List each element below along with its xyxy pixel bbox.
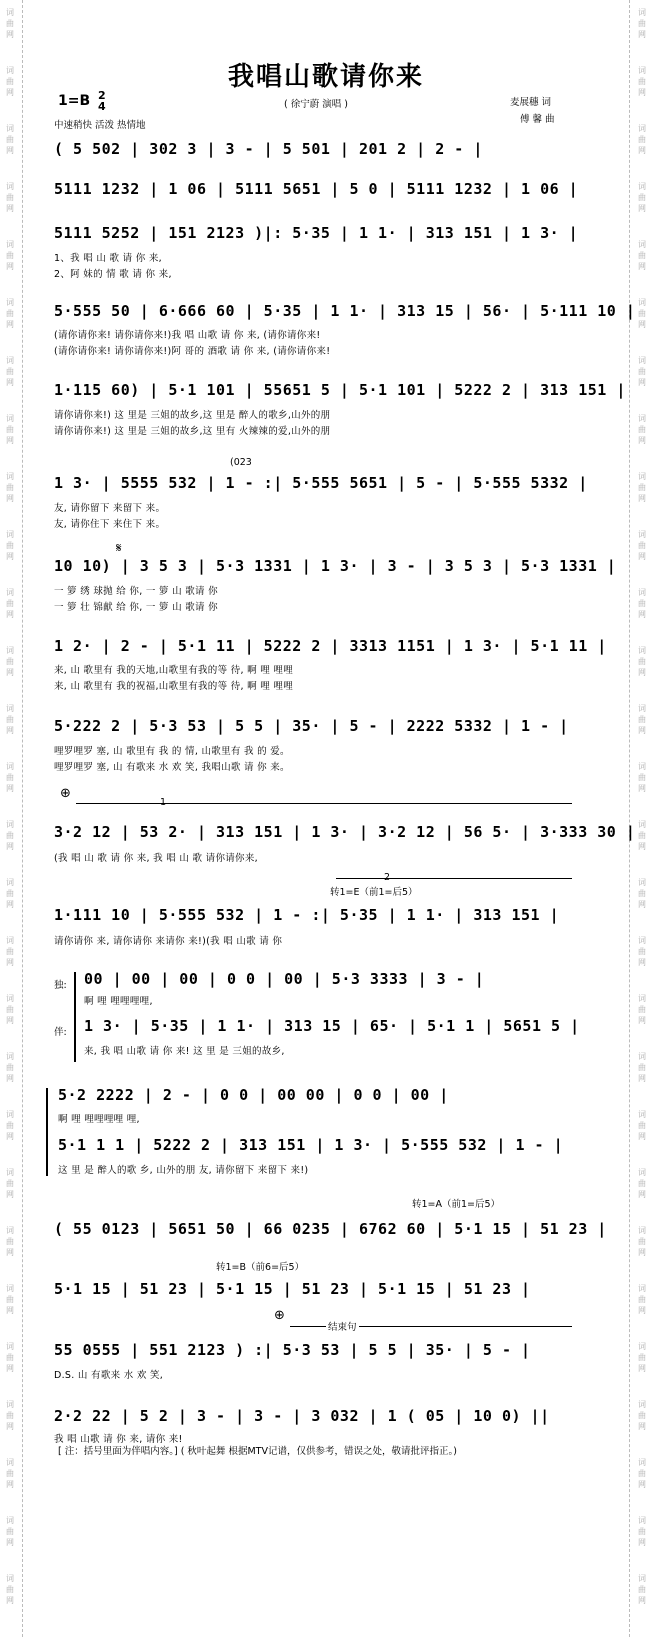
notation-row: 5·222 2 | 5·3 53 | 5 5 | 35· | 5 - | 2222 5332 | 1 - |	[54, 717, 569, 735]
notation-row: 5·2 2222 | 2 - | 0 0 | 00 00 | 0 0 | 00 |	[58, 1086, 449, 1104]
watermark-glyph: 词	[638, 1342, 646, 1351]
composer-credit: 傅 馨 曲	[520, 114, 555, 125]
watermark-glyph: 网	[6, 1016, 14, 1025]
watermark-glyph: 词	[6, 66, 14, 75]
watermark-glyph: 词	[6, 298, 14, 307]
lyric-row: (我 唱 山 歌 请 你 来, 我 唱 山 歌 请你请你来,	[54, 853, 258, 864]
lyric-row: 一 箩 绣 球抛 给 你, 一 箩 山 歌请 你	[54, 586, 218, 597]
watermark-glyph: 曲	[6, 19, 14, 28]
lyric-row: 友, 请你留下 来留下 来。	[54, 503, 166, 514]
watermark-glyph: 曲	[638, 657, 646, 666]
watermark-glyph: 词	[638, 66, 646, 75]
watermark-glyph: 词	[6, 472, 14, 481]
watermark-glyph: 网	[638, 378, 646, 387]
watermark-glyph: 曲	[638, 1295, 646, 1304]
watermark-glyph: 网	[6, 320, 14, 329]
watermark-glyph: 曲	[638, 1469, 646, 1478]
coda-mark: ⊕	[60, 786, 71, 801]
time-bottom: 4	[98, 100, 106, 113]
song-title: 我唱山歌请你来	[227, 62, 424, 92]
watermark-glyph: 曲	[638, 251, 646, 260]
watermark-glyph: 网	[6, 88, 14, 97]
watermark-glyph: 网	[638, 1538, 646, 1547]
watermark-glyph: 曲	[638, 1527, 646, 1536]
watermark-glyph: 曲	[638, 1353, 646, 1362]
watermark-glyph: 网	[638, 784, 646, 793]
watermark-glyph: 词	[638, 646, 646, 655]
watermark-glyph: 网	[6, 1364, 14, 1373]
watermark-glyph: 词	[6, 820, 14, 829]
notation-row: 00 | 00 | 00 | 0 0 | 00 | 5·3 3333 | 3 - |	[84, 970, 485, 988]
watermark-glyph: 曲	[6, 947, 14, 956]
watermark-glyph: 网	[638, 1306, 646, 1315]
watermark-glyph: 词	[6, 878, 14, 887]
watermark-glyph: 网	[638, 320, 646, 329]
watermark-glyph: 词	[6, 1400, 14, 1409]
watermark-glyph: 词	[6, 1052, 14, 1061]
lyric-row: 友, 请你住下 来住下 来。	[54, 519, 166, 530]
watermark-glyph: 词	[6, 124, 14, 133]
watermark-glyph: 曲	[638, 425, 646, 434]
notation-row: 3·2 12 | 53 2· | 313 151 | 1 3· | 3·2 12 | 56 5· | 3·333 30 |	[54, 823, 636, 841]
watermark-glyph: 网	[6, 668, 14, 677]
watermark-glyph: 词	[638, 1110, 646, 1119]
watermark-glyph: 曲	[6, 309, 14, 318]
watermark-glyph: 网	[6, 784, 14, 793]
watermark-glyph: 曲	[6, 483, 14, 492]
watermark-glyph: 网	[638, 668, 646, 677]
watermark-glyph: 词	[638, 530, 646, 539]
lyric-row: 一 箩 壮 锦献 给 你, 一 箩 山 歌请 你	[54, 602, 218, 613]
watermark-glyph: 曲	[638, 135, 646, 144]
volta-2-number: 2	[384, 872, 391, 883]
watermark-glyph: 词	[638, 762, 646, 771]
watermark-glyph: 网	[638, 204, 646, 213]
watermark-glyph: 网	[638, 900, 646, 909]
notation-row: 1 2· | 2 - | 5·1 11 | 5222 2 | 3313 1151 | 1 3· | 5·1 11 |	[54, 637, 607, 655]
watermark-glyph: 网	[6, 146, 14, 155]
watermark-glyph: 曲	[6, 1469, 14, 1478]
watermark-glyph: 曲	[6, 1179, 14, 1188]
watermark-glyph: 网	[6, 1190, 14, 1199]
watermark-glyph: 词	[6, 1574, 14, 1583]
notation-row: 5111 5252 | 151 2123 )|: 5·35 | 1 1· | 313 151 | 1 3· |	[54, 224, 579, 242]
tempo-marking: 中速稍快 活泼 热情地	[54, 120, 146, 131]
notation-row: 5111 1232 | 1 06 | 5111 5651 | 5 0 | 5111 1232 | 1 06 |	[54, 180, 579, 198]
watermark-glyph: 词	[638, 356, 646, 365]
key-change-b: 转1=B（前6=后5）	[216, 1262, 305, 1273]
watermark-glyph: 曲	[6, 367, 14, 376]
notation-row: 55 0555 | 551 2123 ) :| 5·3 53 | 5 5 | 35· | 5 - |	[54, 1341, 531, 1359]
watermark-glyph: 网	[6, 1596, 14, 1605]
watermark-glyph: 词	[638, 298, 646, 307]
system-brace-2	[46, 1088, 48, 1176]
watermark-glyph: 网	[6, 1074, 14, 1083]
watermark-glyph: 词	[638, 1516, 646, 1525]
watermark-glyph: 词	[6, 1226, 14, 1235]
lyric-row: D.S. 山 有歌来 水 欢 笑,	[54, 1370, 164, 1381]
watermark-glyph: 曲	[638, 1179, 646, 1188]
watermark-glyph: 词	[6, 1168, 14, 1177]
watermark-glyph: 网	[6, 30, 14, 39]
watermark-glyph: 曲	[6, 831, 14, 840]
watermark-glyph: 词	[638, 124, 646, 133]
watermark-glyph: 网	[6, 1422, 14, 1431]
system-brace-1	[74, 972, 76, 1062]
ending-label: 结束句	[326, 1319, 359, 1333]
watermark-glyph: 网	[638, 958, 646, 967]
watermark-glyph: 曲	[6, 1237, 14, 1246]
segno-mark: 𝄋	[116, 541, 122, 556]
lyric-row: 啊 哩 哩哩哩哩,	[84, 996, 153, 1007]
watermark-glyph: 网	[638, 1190, 646, 1199]
watermark-glyph: 曲	[638, 77, 646, 86]
watermark-glyph: 网	[638, 726, 646, 735]
watermark-glyph: 曲	[6, 251, 14, 260]
notation-row: 1·111 10 | 5·555 532 | 1 - :| 5·35 | 1 1· | 313 151 |	[54, 906, 560, 924]
watermark-glyph: 曲	[6, 541, 14, 550]
lyric-row: 哩罗哩罗 塞, 山 歌里有 我 的 情, 山歌里有 我 的 爱。	[54, 746, 290, 757]
watermark-glyph: 词	[638, 820, 646, 829]
watermark-glyph: 网	[6, 494, 14, 503]
watermark-glyph: 网	[638, 1248, 646, 1257]
solo-label: 独:	[54, 980, 67, 991]
watermark-glyph: 词	[638, 1458, 646, 1467]
watermark-glyph: 网	[6, 262, 14, 271]
watermark-glyph: 曲	[638, 193, 646, 202]
watermark-glyph: 网	[6, 552, 14, 561]
watermark-glyph: 曲	[638, 541, 646, 550]
key-change-a: 转1=A（前1=后5）	[412, 1199, 501, 1210]
footer-note: [ 注：括号里面为伴唱内容。] ( 秋叶起舞 根据MTV记谱，仅供参考，错误之处，敬请批评指正。)	[58, 1446, 457, 1457]
watermark-glyph: 曲	[6, 1005, 14, 1014]
watermark-glyph: 网	[638, 436, 646, 445]
lyric-row: 啊 哩 哩哩哩哩 哩,	[58, 1114, 140, 1125]
watermark-glyph: 曲	[638, 831, 646, 840]
watermark-glyph: 词	[638, 994, 646, 1003]
watermark-glyph: 曲	[6, 715, 14, 724]
lyric-row: 2、阿 妹的 情 歌 请 你 来,	[54, 269, 172, 280]
volta-2-line	[336, 878, 572, 879]
watermark-glyph: 曲	[638, 19, 646, 28]
left-watermark-strip	[0, 0, 23, 1637]
watermark-glyph: 曲	[638, 1063, 646, 1072]
watermark-glyph: 曲	[6, 425, 14, 434]
accompaniment-label: 伴:	[54, 1027, 67, 1038]
watermark-glyph: 曲	[6, 773, 14, 782]
notation-row: 10 10) | 3 5 3 | 5·3 1331 | 1 3· | 3 - | 3 5 3 | 5·3 1331 |	[54, 557, 617, 575]
watermark-glyph: 词	[6, 240, 14, 249]
watermark-glyph: 网	[6, 1480, 14, 1489]
watermark-glyph: 曲	[6, 1527, 14, 1536]
watermark-glyph: 网	[6, 436, 14, 445]
watermark-glyph: 词	[6, 1458, 14, 1467]
watermark-glyph: 网	[6, 958, 14, 967]
key-change-e: 转1=E（前1=后5）	[330, 887, 418, 898]
watermark-glyph: 曲	[638, 889, 646, 898]
watermark-glyph: 曲	[638, 715, 646, 724]
watermark-glyph: 词	[638, 1400, 646, 1409]
watermark-glyph: 曲	[638, 1585, 646, 1594]
lyricist-credit: 麦展穗 词	[510, 97, 552, 108]
singer-credit: ( 徐宁蔚 演唱 )	[284, 99, 348, 110]
watermark-glyph: 网	[638, 146, 646, 155]
watermark-glyph: 词	[638, 1574, 646, 1583]
notation-row: 5·555 50 | 6·666 60 | 5·35 | 1 1· | 313 15 | 56· | 5·111 10 |	[54, 302, 636, 320]
watermark-glyph: 词	[638, 1168, 646, 1177]
watermark-glyph: 曲	[6, 1585, 14, 1594]
watermark-glyph: 曲	[638, 599, 646, 608]
watermark-glyph: 网	[6, 1538, 14, 1547]
watermark-glyph: 词	[6, 1516, 14, 1525]
watermark-glyph: 词	[6, 1284, 14, 1293]
watermark-glyph: 网	[6, 726, 14, 735]
lyric-row: 来, 我 唱 山歌 请 你 来! 这 里 是 三姐的故乡,	[84, 1046, 285, 1057]
watermark-glyph: 词	[6, 414, 14, 423]
watermark-glyph: 词	[6, 1110, 14, 1119]
watermark-glyph: 词	[6, 588, 14, 597]
watermark-glyph: 曲	[6, 657, 14, 666]
watermark-glyph: 词	[638, 182, 646, 191]
interlude-bracket: (023	[230, 457, 252, 468]
watermark-glyph: 网	[6, 1132, 14, 1141]
right-watermark-strip	[629, 0, 652, 1637]
watermark-glyph: 词	[638, 936, 646, 945]
watermark-glyph: 词	[638, 704, 646, 713]
watermark-glyph: 词	[6, 762, 14, 771]
notation-row: ( 5 502 | 302 3 | 3 - | 5 501 | 201 2 | 2 - |	[54, 140, 483, 158]
watermark-glyph: 网	[6, 610, 14, 619]
watermark-glyph: 曲	[6, 1295, 14, 1304]
watermark-glyph: 曲	[6, 1121, 14, 1130]
watermark-glyph: 词	[6, 1342, 14, 1351]
watermark-glyph: 词	[638, 1226, 646, 1235]
watermark-glyph: 词	[638, 240, 646, 249]
watermark-glyph: 曲	[6, 1353, 14, 1362]
watermark-glyph: 词	[638, 1052, 646, 1061]
notation-row: 1 3· | 5555 532 | 1 - :| 5·555 5651 | 5 - | 5·555 5332 |	[54, 474, 588, 492]
lyric-row: 1、我 唱 山 歌 请 你 来,	[54, 253, 162, 264]
watermark-glyph: 曲	[638, 483, 646, 492]
watermark-glyph: 词	[6, 8, 14, 17]
watermark-glyph: 词	[638, 8, 646, 17]
watermark-glyph: 词	[638, 414, 646, 423]
watermark-glyph: 网	[638, 610, 646, 619]
notation-row: 1·115 60) | 5·1 101 | 55651 5 | 5·1 101 | 5222 2 | 313 151 |	[54, 381, 626, 399]
watermark-glyph: 网	[638, 1074, 646, 1083]
watermark-glyph: 曲	[638, 773, 646, 782]
volta-1-line	[76, 803, 572, 804]
watermark-glyph: 词	[6, 646, 14, 655]
watermark-glyph: 网	[638, 30, 646, 39]
watermark-glyph: 网	[6, 378, 14, 387]
watermark-glyph: 曲	[638, 947, 646, 956]
lyric-row: 来, 山 歌里有 我的祝福,山歌里有我的等 待, 啊 哩 哩哩	[54, 681, 293, 692]
watermark-glyph: 词	[638, 472, 646, 481]
watermark-glyph: 曲	[6, 1063, 14, 1072]
watermark-glyph: 词	[638, 1284, 646, 1293]
lyric-row: 请你请你来!) 这 里是 三姐的故乡,这 里有 火辣辣的爱,山外的朋	[54, 426, 331, 437]
watermark-glyph: 网	[638, 1480, 646, 1489]
watermark-glyph: 网	[6, 1306, 14, 1315]
watermark-glyph: 曲	[6, 193, 14, 202]
watermark-glyph: 词	[6, 936, 14, 945]
watermark-glyph: 网	[638, 88, 646, 97]
watermark-glyph: 曲	[638, 1411, 646, 1420]
watermark-glyph: 词	[6, 704, 14, 713]
notation-row: 1 3· | 5·35 | 1 1· | 313 15 | 65· | 5·1 1 | 5651 5 |	[84, 1017, 580, 1035]
watermark-glyph: 网	[6, 842, 14, 851]
volta-1-number: 1	[160, 797, 167, 808]
watermark-glyph: 曲	[638, 367, 646, 376]
watermark-glyph: 网	[638, 1364, 646, 1373]
watermark-glyph: 网	[6, 1248, 14, 1257]
lyric-row: (请你请你来! 请你请你来!)我 唱 山歌 请 你 来, (请你请你来!	[54, 330, 321, 341]
watermark-glyph: 曲	[6, 889, 14, 898]
watermark-glyph: 词	[6, 356, 14, 365]
watermark-glyph: 网	[638, 552, 646, 561]
notation-row: 5·1 15 | 51 23 | 5·1 15 | 51 23 | 5·1 15 | 51 23 |	[54, 1280, 531, 1298]
lyric-row: 这 里 是 醉人的歌 乡, 山外的朋 友, 请你留下 来留下 来!)	[58, 1165, 309, 1176]
notation-row: ( 55 0123 | 5651 50 | 66 0235 | 6762 60 | 5·1 15 | 51 23 |	[54, 1220, 607, 1238]
watermark-glyph: 曲	[6, 599, 14, 608]
watermark-glyph: 网	[638, 1132, 646, 1141]
watermark-glyph: 曲	[6, 77, 14, 86]
time-signature	[98, 90, 106, 112]
watermark-glyph: 曲	[638, 1121, 646, 1130]
watermark-glyph: 网	[638, 842, 646, 851]
watermark-glyph: 曲	[6, 135, 14, 144]
watermark-glyph: 网	[638, 1596, 646, 1605]
lyric-row: 我 唱 山歌 请 你 来, 请你 来!	[54, 1434, 183, 1445]
key-signature	[58, 90, 106, 112]
key-prefix: 1=B	[58, 93, 91, 109]
watermark-glyph: 词	[638, 878, 646, 887]
watermark-glyph: 曲	[638, 309, 646, 318]
watermark-glyph: 网	[6, 900, 14, 909]
notation-row: 2·2 22 | 5 2 | 3 - | 3 - | 3 032 | 1 ( 05 | 10 0) ||	[54, 1407, 550, 1425]
watermark-glyph: 网	[638, 262, 646, 271]
coda-mark-ending: ⊕	[274, 1308, 285, 1323]
watermark-glyph: 词	[6, 994, 14, 1003]
watermark-glyph: 网	[638, 1422, 646, 1431]
time-top: 2	[98, 89, 106, 102]
watermark-glyph: 网	[638, 1016, 646, 1025]
watermark-glyph: 曲	[6, 1411, 14, 1420]
watermark-glyph: 词	[6, 182, 14, 191]
lyric-row: 请你请你 来, 请你请你 来请你 来!)(我 唱 山歌 请 你	[54, 936, 283, 947]
watermark-glyph: 网	[638, 494, 646, 503]
lyric-row: 哩罗哩罗 塞, 山 有歌来 水 欢 笑, 我唱山歌 请 你 来。	[54, 762, 290, 773]
notation-row: 5·1 1 1 | 5222 2 | 313 151 | 1 3· | 5·555 532 | 1 - |	[58, 1136, 564, 1154]
watermark-glyph: 曲	[638, 1237, 646, 1246]
lyric-row: 请你请你来!) 这 里是 三姐的故乡,这 里是 醉人的歌乡,山外的朋	[54, 410, 331, 421]
watermark-glyph: 曲	[638, 1005, 646, 1014]
watermark-glyph: 网	[6, 204, 14, 213]
lyric-row: (请你请你来! 请你请你来!)阿 哥的 酒歌 请 你 来, (请你请你来!	[54, 346, 331, 357]
lyric-row: 来, 山 歌里有 我的天地,山歌里有我的等 待, 啊 哩 哩哩	[54, 665, 293, 676]
watermark-glyph: 词	[6, 530, 14, 539]
watermark-glyph: 词	[638, 588, 646, 597]
